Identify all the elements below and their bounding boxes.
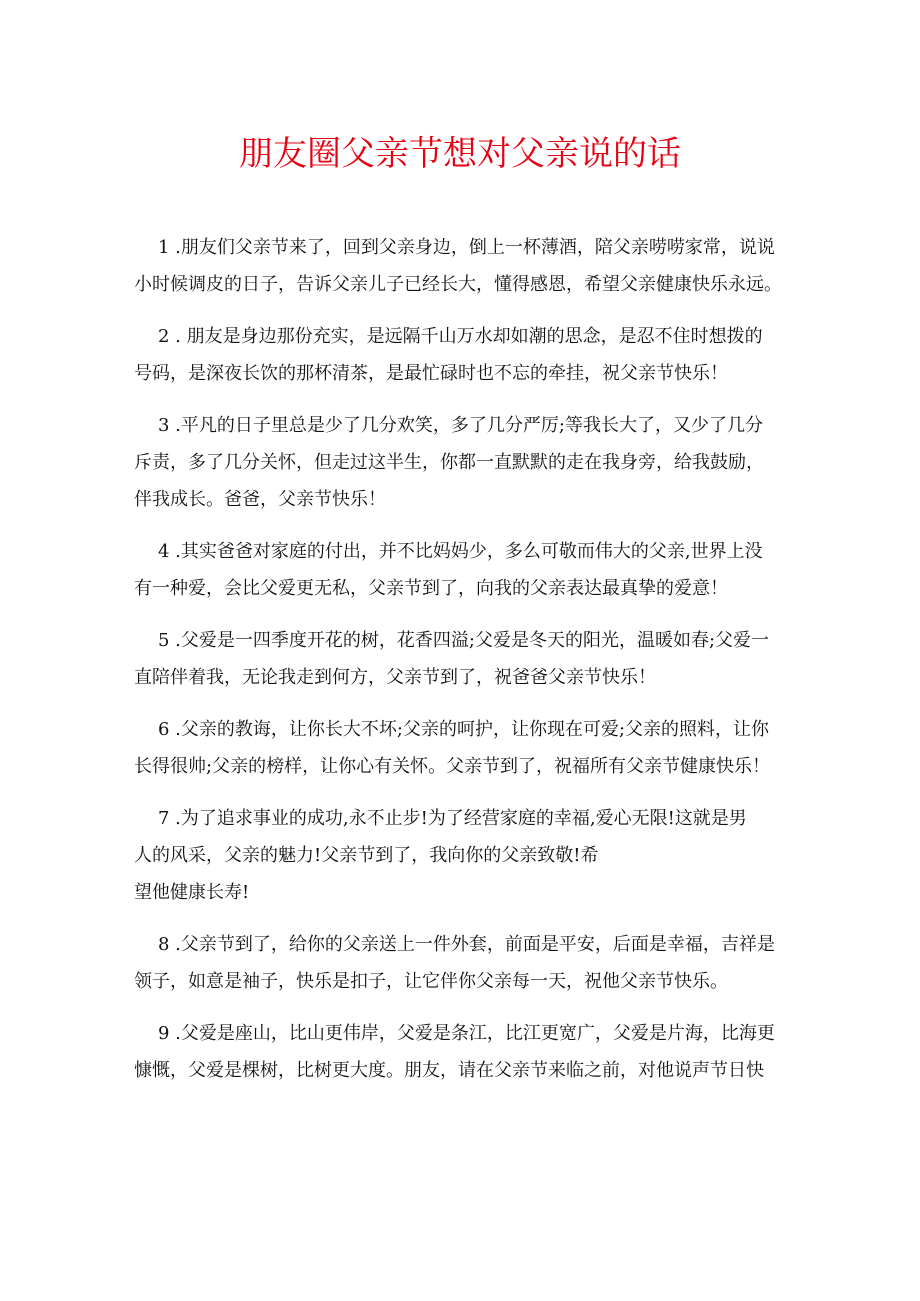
paragraph-line: 人的风采，父亲的魅力!父亲节到了，我向你的父亲致敬!希: [134, 845, 599, 866]
paragraph-line: 望他健康长寿!: [134, 882, 250, 903]
paragraph-line: 斥责，多了几分关怀，但走过这半生，你都一直默默的走在我身旁，给我鼓励，: [134, 452, 764, 473]
paragraph-line: 1 .朋友们父亲节来了，回到父亲身边，倒上一杯薄酒，陪父亲唠唠家常，说说: [158, 237, 775, 258]
paragraph-line: 9 .父爱是座山，比山更伟岸，父爱是条江，比江更宽广，父爱是片海，比海更: [158, 1023, 775, 1044]
paragraph-line: 长得很帅;父亲的榜样，让你心有关怀。父亲节到了，祝福所有父亲节健康快乐！: [134, 756, 771, 777]
paragraph-4: [134, 539, 794, 613]
paragraph-line: 5 .父爱是一四季度开花的树，花香四溢;父爱是冬天的阳光，温暖如春;父爱一: [158, 630, 770, 651]
paragraph-line: 3 .平凡的日子里总是少了几分欢笑，多了几分严厉;等我长大了，又少了几分: [158, 415, 763, 436]
paragraph-9: [134, 1021, 794, 1095]
paragraph-line: 有一种爱，会比父爱更无私，父亲节到了，向我的父亲表达最真挚的爱意！: [134, 578, 728, 599]
paragraph-7: [134, 806, 794, 917]
paragraph-line: 8 .父亲节到了，给你的父亲送上一件外套，前面是平安，后面是幸福，吉祥是: [158, 934, 775, 955]
paragraph-line: 2 . 朋友是身边那份充实，是远隔千山万水却如潮的思念，是忍不住时想拨的: [158, 326, 763, 347]
paragraph-line: 4 .其实爸爸对家庭的付出，并不比妈妈少，多么可敬而伟大的父亲,世界上没: [158, 541, 763, 562]
document-body: [134, 235, 794, 1110]
document-title: 朋友圈父亲节想对父亲说的话: [239, 134, 681, 174]
paragraph-line: 领子，如意是袖子，快乐是扣子，让它伴你父亲每一天，祝他父亲节快乐。: [134, 971, 728, 992]
paragraph-line: 号码，是深夜长饮的那杯清茶，是最忙碌时也不忘的牵挂，祝父亲节快乐！: [134, 363, 728, 384]
paragraph-line: 7 .为了追求事业的成功,永不止步!为了经营家庭的幸福,爱心无限!这就是男: [158, 808, 747, 829]
paragraph-2: [134, 324, 794, 398]
paragraph-line: 慷慨，父爱是棵树，比树更大度。朋友，请在父亲节来临之前，对他说声节日快: [134, 1060, 764, 1081]
paragraph-8: [134, 932, 794, 1006]
paragraph-line: 伴我成长。爸爸，父亲节快乐！: [134, 489, 386, 510]
paragraph-6: [134, 717, 794, 791]
paragraph-line: 6 .父亲的教诲，让你长大不坏;父亲的呵护，让你现在可爱;父亲的照料，让你: [158, 719, 770, 740]
paragraph-line: 直陪伴着我，无论我走到何方，父亲节到了，祝爸爸父亲节快乐！: [134, 667, 656, 688]
paragraph-1: [134, 235, 794, 309]
paragraph-line: 小时候调皮的日子，告诉父亲儿子已经长大，懂得感恩，希望父亲健康快乐永远。: [134, 274, 782, 295]
paragraph-5: [134, 628, 794, 702]
paragraph-3: [134, 413, 794, 524]
